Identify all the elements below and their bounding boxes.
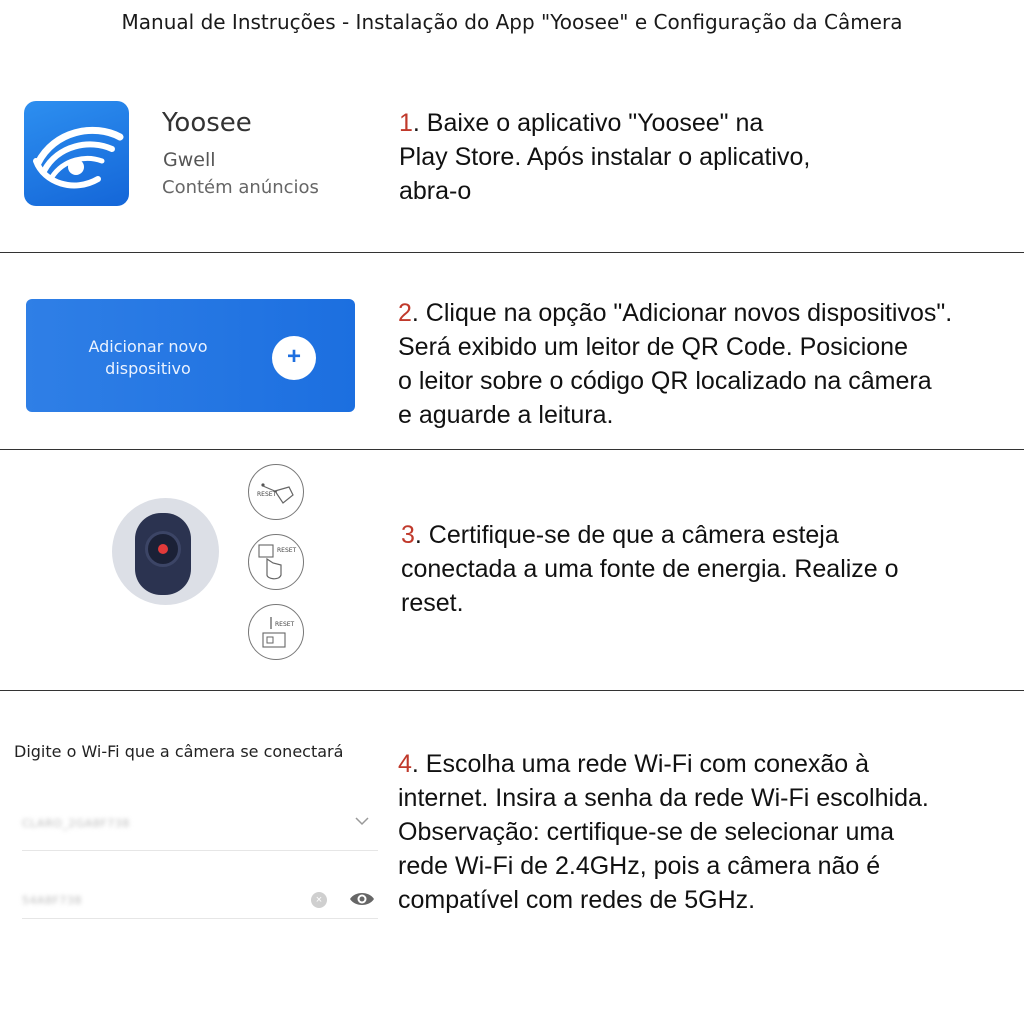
clear-icon[interactable]: × [311, 892, 327, 908]
step4-line: compatível com redes de 5GHz. [398, 886, 756, 914]
add-device-label [88, 336, 208, 380]
app-ads-note: Contém anúncios [162, 177, 319, 198]
step3-line: conectada a uma fonte de energia. Realize o [401, 555, 899, 583]
step4-line: internet. Insira a senha da rede Wi-Fi escolhida. [398, 784, 929, 812]
step3-text [401, 518, 899, 620]
step4-line: Observação: certifique-se de selecionar uma [398, 818, 895, 846]
step4-line: rede Wi-Fi de 2.4GHz, pois a câmera não é [398, 852, 881, 880]
field-divider [22, 850, 378, 851]
chevron-down-icon[interactable] [355, 814, 369, 828]
add-device-card[interactable] [26, 299, 355, 412]
reset-hand-icon [248, 534, 304, 590]
divider [0, 252, 1024, 253]
step1-line: abra-o [399, 177, 472, 205]
document-title: Manual de Instruções - Instalação do App "Yoosee" e Configuração da Câmera [121, 10, 903, 34]
reset-button-icon [248, 604, 304, 660]
reset-press-icon [248, 464, 304, 520]
step4-text [398, 747, 929, 917]
step4-number: 4 [398, 750, 412, 778]
app-developer: Gwell [163, 149, 216, 171]
yoosee-app-icon[interactable] [24, 101, 129, 206]
step2-text [398, 296, 1024, 432]
app-name: Yoosee [162, 108, 252, 138]
wifi-ssid-field[interactable]: CLARO_2GA8F738 [22, 817, 130, 830]
add-device-label-line: dispositivo [105, 359, 191, 378]
wifi-password-field[interactable]: 54A8F738 [22, 894, 82, 907]
eye-icon[interactable] [349, 889, 375, 909]
field-divider [22, 918, 378, 919]
step2-line: o leitor sobre o código QR localizado na câmera [398, 367, 932, 395]
camera-led [158, 544, 168, 554]
step1-text [399, 106, 810, 208]
step2-line: e aguarde a leitura. [398, 401, 614, 429]
step1-number: 1 [399, 109, 413, 137]
step2-line: . Clique na opção "Adicionar novos dispositivos". [411, 299, 953, 327]
reset-label: RESET [257, 491, 277, 498]
reset-label: RESET [277, 547, 297, 554]
divider [0, 449, 1024, 450]
reset-label: RESET [275, 621, 295, 628]
step3-number: 3 [401, 521, 415, 549]
plus-icon[interactable]: + [272, 336, 316, 380]
divider [0, 690, 1024, 691]
step2-number: 2 [398, 299, 412, 327]
add-device-label-line: Adicionar novo [88, 337, 208, 356]
step3-line: . Certifique-se de que a câmera esteja [414, 521, 839, 549]
step4-line: . Escolha uma rede Wi-Fi com conexão à [411, 750, 870, 778]
step1-line: . Baixe o aplicativo "Yoosee" na [412, 109, 764, 137]
wifi-form-title: Digite o Wi-Fi que a câmera se conectará [14, 742, 344, 761]
step3-line: reset. [401, 589, 464, 617]
step1-line: Play Store. Após instalar o aplicativo, [399, 143, 811, 171]
step2-line: Será exibido um leitor de QR Code. Posicione [398, 333, 908, 361]
